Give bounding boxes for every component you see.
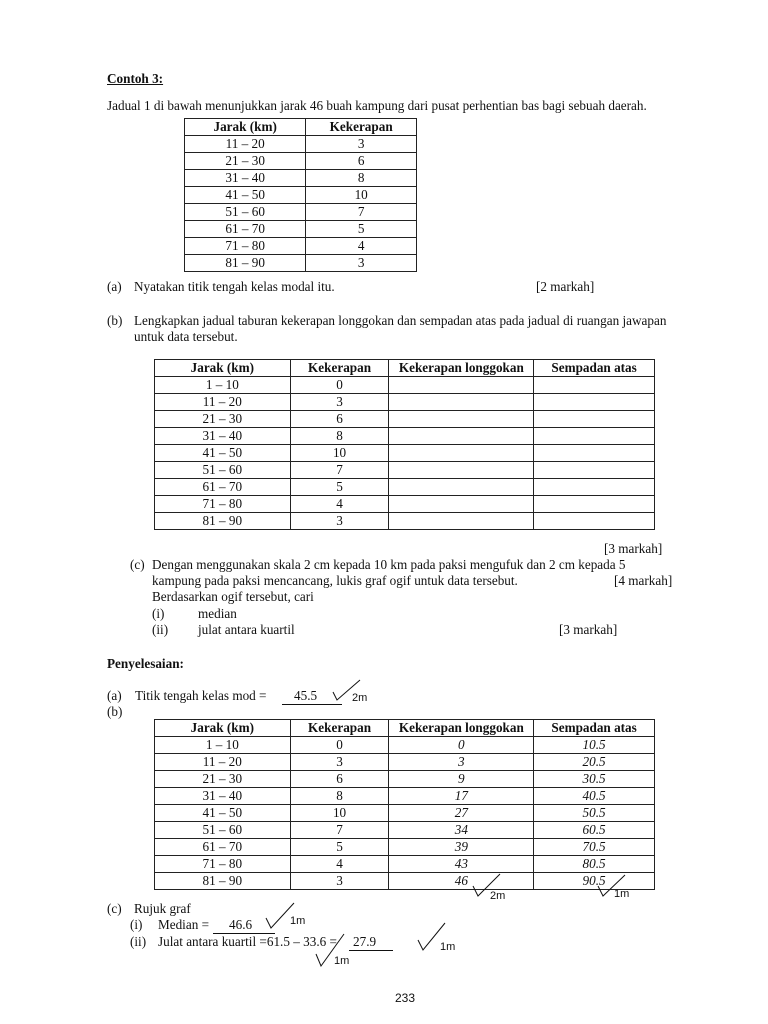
table-3-header-kekerapan: Kekerapan — [290, 720, 389, 737]
intro-text: Jadual 1 di bawah menunjukkan jarak 46 buah kampung dari pusat perhentian bas bagi sebuah daerah. — [107, 98, 647, 113]
table-3-cell: 0 — [290, 737, 389, 754]
solution-c-i-mark: 1m — [290, 915, 306, 927]
table-2-cell — [534, 479, 655, 496]
table-2-cell: 4 — [290, 496, 389, 513]
table-3-cell: 61 – 70 — [155, 839, 291, 856]
table-1-cell: 41 – 50 — [185, 187, 306, 204]
table-3-cell: 80.5 — [534, 856, 655, 873]
table-2-cell: 3 — [290, 513, 389, 530]
table-1-cell: 7 — [306, 204, 417, 221]
table-2-header-kekerapan: Kekerapan — [290, 360, 389, 377]
table-3-cell: 46 — [389, 873, 534, 890]
table-2-cell: 51 – 60 — [155, 462, 291, 479]
solution-c-ii-label: (ii) — [130, 934, 147, 949]
table-1-row — [185, 136, 417, 153]
table-1-cell: 3 — [306, 255, 417, 272]
table-3-row — [155, 771, 655, 788]
table-3-cell: 70.5 — [534, 839, 655, 856]
table-1-cell: 8 — [306, 170, 417, 187]
table-2-cell: 81 – 90 — [155, 513, 291, 530]
table-2-cell — [389, 462, 534, 479]
table-3-cell: 4 — [290, 856, 389, 873]
table-2-cell: 8 — [290, 428, 389, 445]
solution-c-i-value: 46.6 — [213, 917, 275, 934]
table-2-cell: 31 – 40 — [155, 428, 291, 445]
table-3-cell: 71 – 80 — [155, 856, 291, 873]
table-1-cell: 21 – 30 — [185, 153, 306, 170]
table-1-cell: 5 — [306, 221, 417, 238]
question-c-line2: kampung pada paksi mencancang, lukis graf ogif untuk data tersebut. — [152, 573, 518, 588]
table-3-row — [155, 754, 655, 771]
solution-c-i-label: (i) — [130, 917, 143, 932]
question-c-i-text: median — [198, 606, 237, 621]
table-1-cell: 81 – 90 — [185, 255, 306, 272]
table-2-cell — [389, 394, 534, 411]
page-number: 233 — [395, 991, 416, 1005]
table-1-cell: 3 — [306, 136, 417, 153]
table-3-cell: 10.5 — [534, 737, 655, 754]
table-1-cell: 51 – 60 — [185, 204, 306, 221]
table-2-row — [155, 377, 655, 394]
table-2-cell — [389, 411, 534, 428]
table-2-cell: 1 – 10 — [155, 377, 291, 394]
question-a-text: Nyatakan titik tengah kelas modal itu. — [134, 279, 335, 294]
table-2-cell — [389, 377, 534, 394]
table-2-cell — [534, 428, 655, 445]
question-c-line2-marks: [4 markah] — [614, 573, 673, 588]
table-2-cell: 61 – 70 — [155, 479, 291, 496]
table-2-row — [155, 445, 655, 462]
table-2-cell — [534, 411, 655, 428]
table-3-cell: 8 — [290, 788, 389, 805]
table-3-cell: 50.5 — [534, 805, 655, 822]
table-3-cell: 3 — [389, 754, 534, 771]
solution-c-text: Rujuk graf — [134, 901, 191, 916]
table-2-blank — [154, 359, 655, 530]
solution-b-ub-mark: 1m — [614, 888, 630, 900]
table-2-cell: 6 — [290, 411, 389, 428]
table-3-cell: 5 — [290, 839, 389, 856]
table-3-header-jarak: Jarak (km) — [155, 720, 291, 737]
question-a-marks: [2 markah] — [536, 279, 595, 294]
table-2-header-jarak: Jarak (km) — [155, 360, 291, 377]
table-1-cell: 61 – 70 — [185, 221, 306, 238]
table-2-cell — [389, 445, 534, 462]
table-3-row — [155, 856, 655, 873]
table-1-row — [185, 170, 417, 187]
table-2-cell — [534, 513, 655, 530]
table-3-cell: 39 — [389, 839, 534, 856]
table-2-cell: 11 – 20 — [155, 394, 291, 411]
table-3-cell: 21 – 30 — [155, 771, 291, 788]
table-1-cell: 71 – 80 — [185, 238, 306, 255]
table-3-cell: 41 – 50 — [155, 805, 291, 822]
solution-a-label: (a) — [107, 688, 122, 703]
table-3-answer — [154, 719, 655, 890]
question-b-line2: untuk data tersebut. — [134, 329, 238, 344]
table-3-cell: 40.5 — [534, 788, 655, 805]
solution-a-text: Titik tengah kelas mod = — [135, 688, 267, 703]
table-2-cell — [389, 496, 534, 513]
question-c-ii-label: (ii) — [152, 622, 169, 637]
solution-a-mark: 2m — [352, 692, 368, 704]
table-1-cell: 10 — [306, 187, 417, 204]
table-2-header-longgokan: Kekerapan longgokan — [389, 360, 534, 377]
table-1-cell: 11 – 20 — [185, 136, 306, 153]
question-c-label: (c) — [130, 557, 145, 572]
table-1-header-kekerapan: Kekerapan — [306, 119, 417, 136]
table-1-row — [185, 255, 417, 272]
table-1-header-jarak: Jarak (km) — [185, 119, 306, 136]
question-b-line1: Lengkapkan jadual taburan kekerapan longgokan dan sempadan atas pada jadual di ruangan jawapan — [134, 313, 667, 328]
solution-b-label: (b) — [107, 704, 123, 719]
table-3-cell: 30.5 — [534, 771, 655, 788]
table-2-cell: 7 — [290, 462, 389, 479]
table-1-cell: 6 — [306, 153, 417, 170]
question-c-line3: Berdasarkan ogif tersebut, cari — [152, 589, 314, 604]
table-2-cell: 5 — [290, 479, 389, 496]
table-2-header-sempadan: Sempadan atas — [534, 360, 655, 377]
table-3-cell: 81 – 90 — [155, 873, 291, 890]
table-3-header-sempadan: Sempadan atas — [534, 720, 655, 737]
table-3-cell: 1 – 10 — [155, 737, 291, 754]
solution-c-ii-value: 27.9 — [349, 934, 393, 951]
table-1-row — [185, 187, 417, 204]
table-2-cell: 71 – 80 — [155, 496, 291, 513]
question-c-ii-marks: [3 markah] — [559, 622, 618, 637]
table-3-row — [155, 788, 655, 805]
table-3-cell: 34 — [389, 822, 534, 839]
table-3-cell: 31 – 40 — [155, 788, 291, 805]
table-1-row — [185, 238, 417, 255]
table-3-row — [155, 873, 655, 890]
table-2-cell — [389, 479, 534, 496]
table-2-cell — [389, 428, 534, 445]
question-c-line1: Dengan menggunakan skala 2 cm kepada 10 km pada paksi mengufuk dan 2 cm kepada 5 — [152, 557, 626, 572]
table-2-row — [155, 513, 655, 530]
table-2-row — [155, 411, 655, 428]
table-3-cell: 3 — [290, 873, 389, 890]
table-2-cell: 21 – 30 — [155, 411, 291, 428]
question-c-i-label: (i) — [152, 606, 165, 621]
table-2-cell: 41 – 50 — [155, 445, 291, 462]
table-1-cell: 4 — [306, 238, 417, 255]
table-3-cell: 3 — [290, 754, 389, 771]
table-1 — [184, 118, 417, 272]
example-title: Contoh 3: — [107, 71, 164, 86]
table-2-cell — [534, 445, 655, 462]
table-3-row — [155, 737, 655, 754]
table-3-header-longgokan: Kekerapan longgokan — [389, 720, 534, 737]
question-c-ii-text: julat antara kuartil — [198, 622, 295, 637]
table-1-row — [185, 153, 417, 170]
table-1-cell: 31 – 40 — [185, 170, 306, 187]
question-b-label: (b) — [107, 313, 123, 328]
question-a-label: (a) — [107, 279, 122, 294]
table-2-cell: 3 — [290, 394, 389, 411]
solution-b-cf-mark: 2m — [490, 890, 506, 902]
table-2-cell: 10 — [290, 445, 389, 462]
table-1-row — [185, 221, 417, 238]
table-2-row — [155, 462, 655, 479]
table-2-row — [155, 496, 655, 513]
table-3-row — [155, 839, 655, 856]
solution-a-value: 45.5 — [282, 688, 342, 705]
solution-c-ii-mark-1: 1m — [334, 955, 350, 967]
table-3-cell: 0 — [389, 737, 534, 754]
table-3-cell: 51 – 60 — [155, 822, 291, 839]
table-2-row — [155, 394, 655, 411]
table-2-cell — [534, 377, 655, 394]
table-2-cell — [534, 394, 655, 411]
table-2-cell — [389, 513, 534, 530]
table-3-cell: 11 – 20 — [155, 754, 291, 771]
table-3-cell: 17 — [389, 788, 534, 805]
solution-c-ii-text: Julat antara kuartil =61.5 – 33.6 = — [158, 934, 337, 949]
table-2-row — [155, 479, 655, 496]
table-2-cell — [534, 462, 655, 479]
table-3-cell: 20.5 — [534, 754, 655, 771]
table-2-cell — [534, 496, 655, 513]
table-2-cell: 0 — [290, 377, 389, 394]
solution-heading: Penyelesaian: — [107, 656, 184, 671]
table-3-row — [155, 822, 655, 839]
table-1-row — [185, 204, 417, 221]
table-2-row — [155, 428, 655, 445]
table-3-cell: 10 — [290, 805, 389, 822]
table-3-cell: 6 — [290, 771, 389, 788]
question-b-marks: [3 markah] — [604, 541, 663, 556]
table-3-cell: 90.5 — [534, 873, 655, 890]
solution-c-i-text: Median = — [158, 917, 210, 932]
table-3-cell: 43 — [389, 856, 534, 873]
solution-c-ii-mark-2: 1m — [440, 941, 456, 953]
table-3-cell: 27 — [389, 805, 534, 822]
table-3-cell: 7 — [290, 822, 389, 839]
table-3-cell: 60.5 — [534, 822, 655, 839]
table-3-cell: 9 — [389, 771, 534, 788]
table-3-row — [155, 805, 655, 822]
solution-c-label: (c) — [107, 901, 122, 916]
